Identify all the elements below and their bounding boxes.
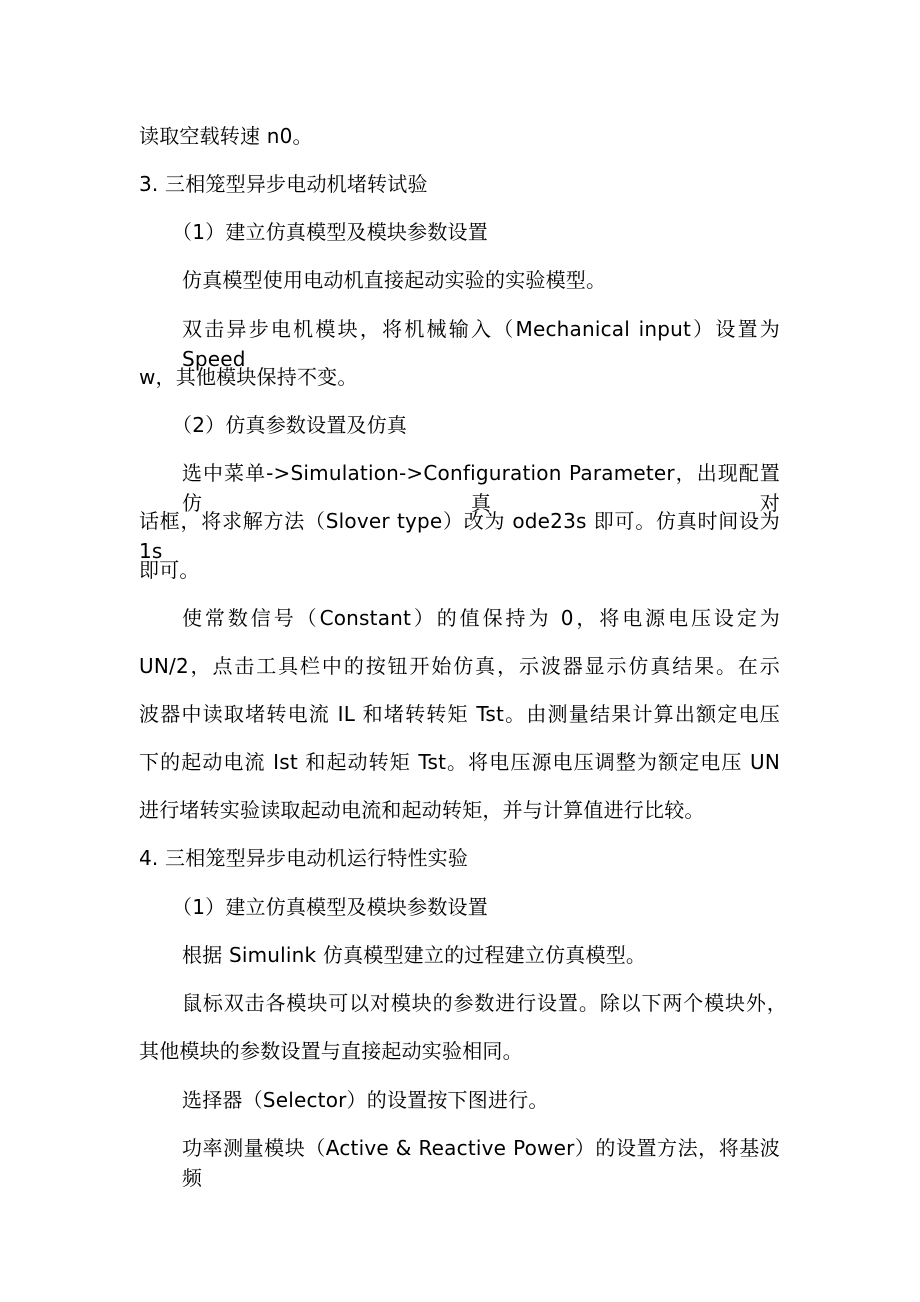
text-line: 进行堵转实验读取起动电流和起动转矩，并与计算值进行比较。 (139, 798, 705, 822)
text-line: 选择器（Selector）的设置按下图进行。 (182, 1088, 549, 1112)
text-line: 波器中读取堵转电流 IL 和堵转转矩 Tst。由测量结果计算出额定电压 (139, 702, 780, 726)
text-line: 双击异步电机模块，将机械输入（Mechanical input）设置为 Speed (182, 317, 780, 371)
text-line: 其他模块的参数设置与直接起动实验相同。 (139, 1039, 523, 1063)
text-line: 功率测量模块（Active & Reactive Power）的设置方法，将基波频 (182, 1136, 780, 1190)
text-line: 使常数信号（Constant）的值保持为 0，将电源电压设定为 (182, 606, 780, 630)
text-line: 读取空载转速 n0。 (139, 124, 313, 148)
text-line: 即可。 (139, 558, 200, 582)
section-heading: 4. 三相笼型异步电动机运行特性实验 (139, 846, 469, 870)
subsection-heading: （1）建立仿真模型及模块参数设置 (172, 220, 488, 244)
text-line: 下的起动电流 Ist 和起动转矩 Tst。将电压源电压调整为额定电压 UN (139, 750, 780, 774)
subsection-heading: （1）建立仿真模型及模块参数设置 (172, 895, 488, 919)
text-line: UN/2，点击工具栏中的按钮开始仿真，示波器显示仿真结果。在示 (139, 654, 780, 678)
text-line: 话框，将求解方法（Slover type）改为 ode23s 即可。仿真时间设为 1s (139, 509, 780, 563)
subsection-heading: （2）仿真参数设置及仿真 (172, 413, 408, 437)
text-line: w，其他模块保持不变。 (139, 365, 358, 389)
text-line: 鼠标双击各模块可以对模块的参数进行设置。除以下两个模块外， (182, 991, 787, 1015)
section-heading: 3. 三相笼型异步电动机堵转试验 (139, 172, 428, 196)
text-line: 仿真模型使用电动机直接起动实验的实验模型。 (182, 268, 607, 292)
text-line: 根据 Simulink 仿真模型建立的过程建立仿真模型。 (182, 943, 647, 967)
text-line: 选中菜单->Simulation->Configuration Parameter，出现配置仿真对 (182, 461, 780, 515)
